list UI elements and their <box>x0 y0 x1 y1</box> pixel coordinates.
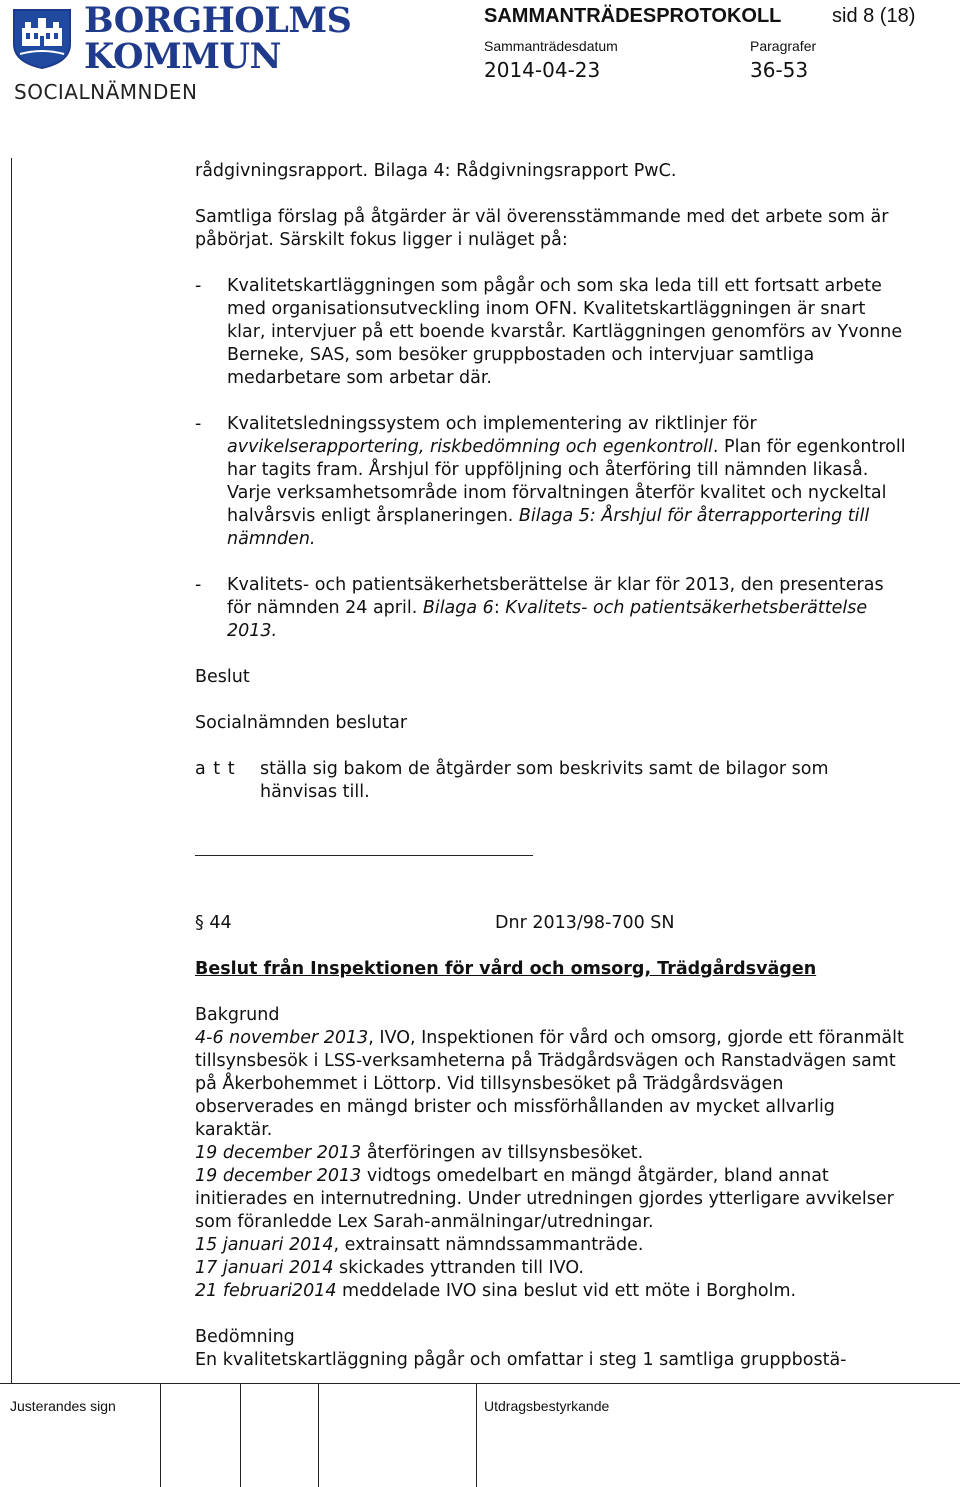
footer-rule <box>0 1383 960 1384</box>
department-name: SOCIALNÄMNDEN <box>14 80 198 104</box>
page-number: sid 8 (18) <box>832 5 916 27</box>
background-entry: 15 januari 2014, extrainsatt nämndssammanträde. <box>195 1235 644 1255</box>
background-entry: 21 februari2014 meddelade IVO sina beslut vid ett möte i Borgholm. <box>195 1281 797 1301</box>
extract-certification-label: Utdragsbestyrkande <box>484 1398 610 1414</box>
paragraph-number: § 44 <box>195 913 232 933</box>
paragraph: rådgivningsrapport. Bilaga 4: Rådgivningsrapport PwC. <box>195 161 677 181</box>
org-name-line1: BORGHOLMS <box>84 0 352 41</box>
decision-intro: Socialnämnden beslutar <box>195 713 408 733</box>
section-divider <box>195 855 533 856</box>
background-entry: 19 december 2013 återföringen av tillsynsbesöket. <box>195 1143 644 1163</box>
footer-divider <box>476 1383 477 1487</box>
case-number: Dnr 2013/98-700 SN <box>495 913 675 933</box>
decision-heading: Beslut <box>195 667 250 687</box>
footer-divider <box>318 1383 319 1487</box>
signature-label: Justerandes sign <box>10 1398 116 1414</box>
list-dash: - <box>195 276 202 296</box>
list-item-text: Kvalitetskartläggningen som pågår och som ska leda till ett fortsatt arbete med organisationsutveckling inom OFN. Kvalitetskartläggningen är snart klar, intervjuer på ett boende kvarstår. Kartläggningen genomförs av Yvonne Berneke, SAS, som besöker gruppbostaden och intervjuar samtliga medarbetare som arbetar där. <box>227 276 903 388</box>
list-dash: - <box>195 414 202 434</box>
paragraphs-label: Paragrafer <box>750 38 817 54</box>
background-heading: Bakgrund <box>195 1005 280 1025</box>
footer-divider <box>160 1383 161 1487</box>
list-item-text: Kvalitets- och patientsäkerhetsberättelse är klar för 2013, den presenteras för nämnden 24 april. Bilaga 6: Kvalitets- och patientsäkerhetsberättelse 2013. <box>227 575 884 641</box>
section-title: Beslut från Inspektionen för vård och omsorg, Trädgårdsvägen <box>195 959 817 979</box>
footer-divider <box>240 1383 241 1487</box>
paragraph: Samtliga förslag på åtgärder är väl överensstämmande med det arbete som är påbörjat. Särskilt fokus ligger i nuläget på: <box>195 207 889 250</box>
meeting-date-value: 2014-04-23 <box>484 58 601 82</box>
list-item-text: Kvalitetsledningssystem och implementering av riktlinjer för avvikelserapportering, riskbedömning och egenkontroll. Plan för egenkontroll har tagits fram. Årshjul för uppföljning och återföring till nämnden likaså. Varje verksamhetsområde inom förvaltningen återför kvalitet och nyckeltal halvårsvis enligt årsplaneringen. Bilaga 5: Årshjul för återrapportering till nämnden. <box>227 414 906 549</box>
decision-text: ställa sig bakom de åtgärder som beskrivits samt de bilagor som hänvisas till. <box>260 759 829 802</box>
document-title: SAMMANTRÄDESPROTOKOLL <box>484 5 782 27</box>
list-item <box>195 275 907 390</box>
list-dash: - <box>195 575 202 595</box>
decision-clause <box>195 758 907 804</box>
org-name-line2: KOMMUN <box>84 36 281 77</box>
municipality-crest <box>12 8 72 70</box>
list-item <box>195 413 907 551</box>
protocol-body <box>195 160 907 1372</box>
assessment-heading: Bedömning <box>195 1327 295 1347</box>
assessment-text: En kvalitetskartläggning pågår och omfattar i steg 1 samtliga gruppbostä- <box>195 1350 847 1370</box>
left-margin-rule <box>11 158 12 1383</box>
background-entry: 19 december 2013 vidtogs omedelbart en mängd åtgärder, bland annat initierades en internutredning. Under utredningen gjordes ytterligare avvikelser som föranledde Lex Sarah-anmälningar/utredningar. <box>195 1166 894 1232</box>
background-entry: 4-6 november 2013, IVO, Inspektionen för vård och omsorg, gjorde ett föranmält tillsynsbesök i LSS-verksamheterna på Trädgårdsvägen och Ranstadvägen samt på Åkerbohemmet i Löttorp. Vid tillsynsbesöket på Trädgårdsvägen observerades en mängd brister och missförhållanden av mycket allvarlig karaktär. <box>195 1028 904 1140</box>
meeting-date-label: Sammanträdesdatum <box>484 38 618 54</box>
att-label: a t t <box>195 759 236 779</box>
paragraphs-value: 36-53 <box>750 58 809 82</box>
list-item <box>195 574 907 643</box>
section-header <box>195 912 907 935</box>
background-entry: 17 januari 2014 skickades yttranden till IVO. <box>195 1258 584 1278</box>
